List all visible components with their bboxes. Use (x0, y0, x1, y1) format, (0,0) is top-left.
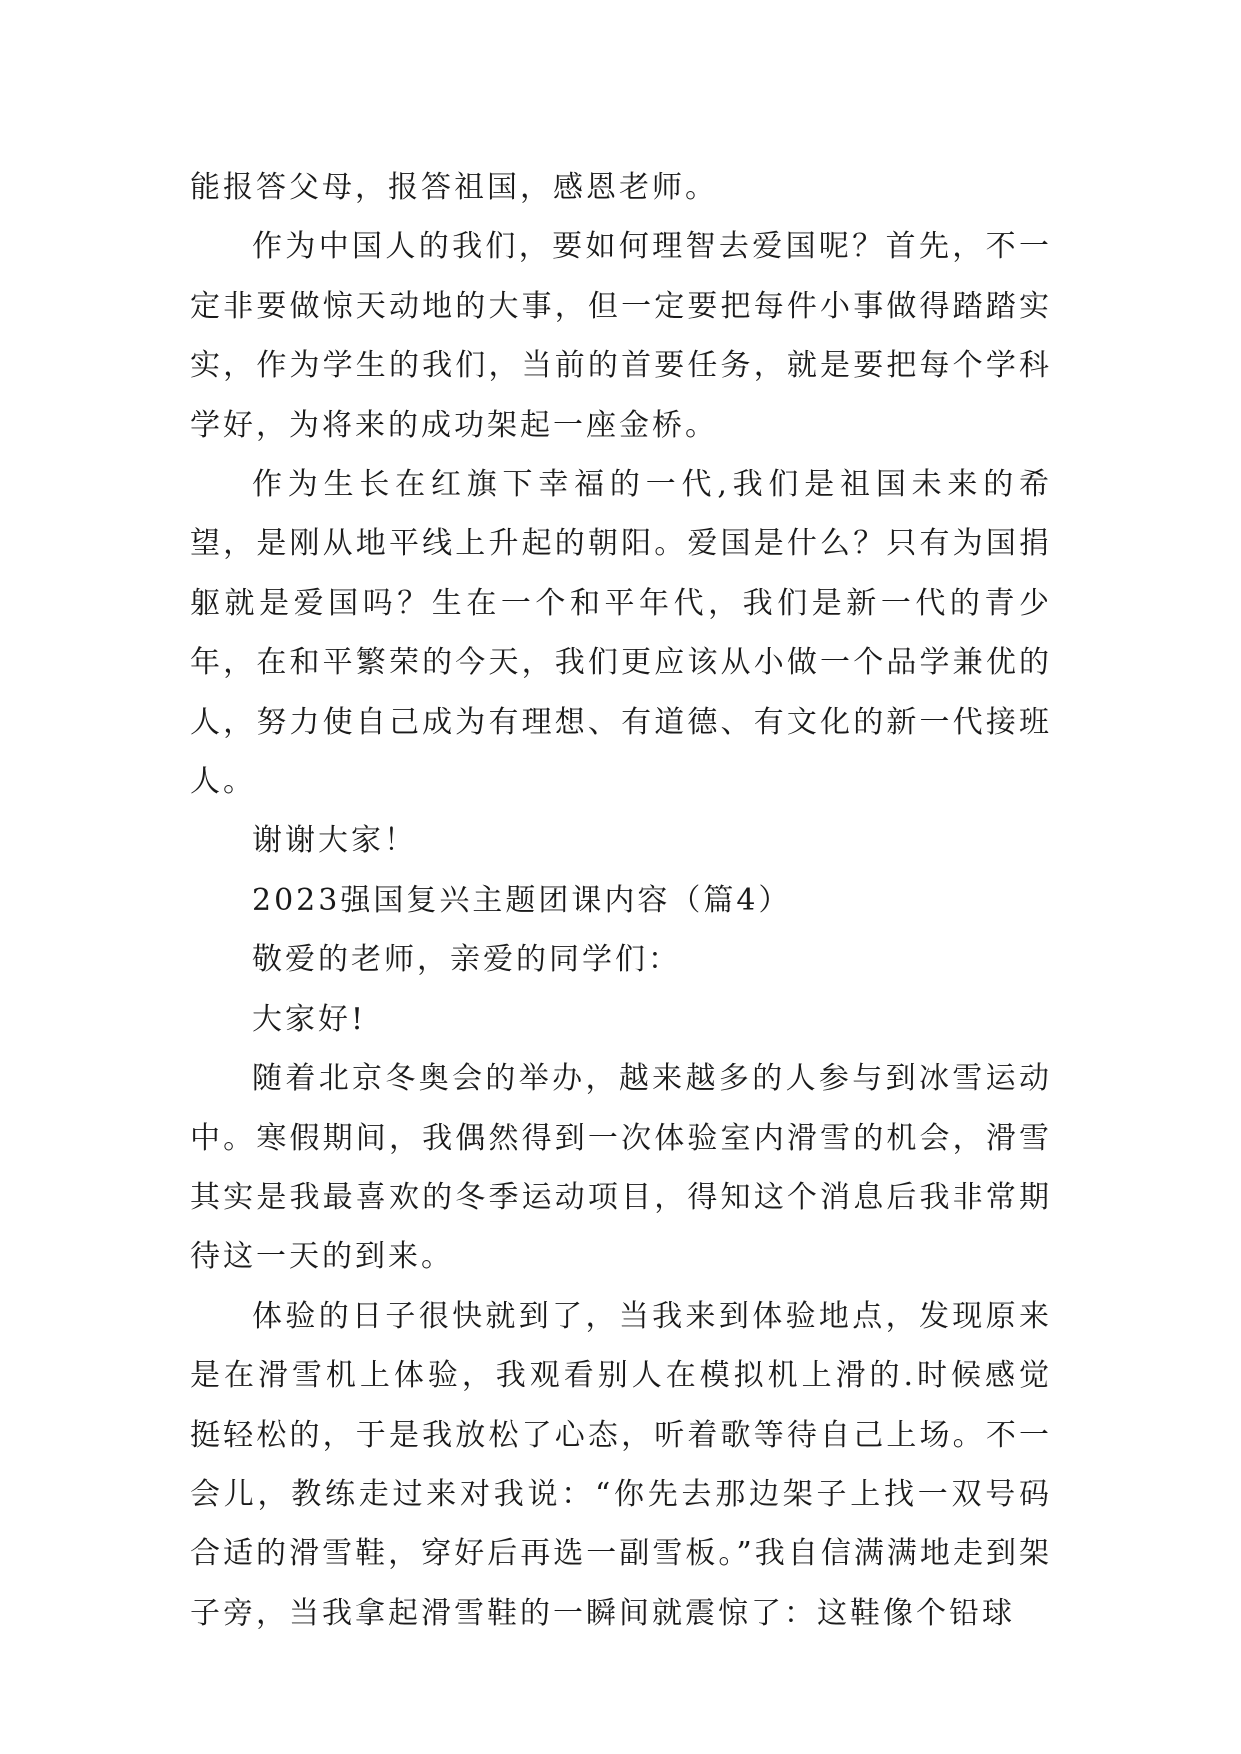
paragraph-winter-olympics: 随着北京冬奥会的举办，越来越多的人参与到冰雪运动中。寒假期间，我偶然得到一次体验室内滑雪的机会，滑雪其实是我最喜欢的冬季运动项目，得知这个消息后我非常期待这一天的到来。 (190, 1061, 1052, 1275)
paragraph-salutation: 敬爱的老师，亲爱的同学们： (252, 942, 681, 978)
paragraph-continuation: 能报答父母，报答祖国，感恩老师。 (190, 170, 718, 205)
paragraph-thanks: 谢谢大家！ (252, 823, 417, 859)
paragraph-greeting: 大家好! (252, 1001, 367, 1037)
section-heading: 2023强国复兴主题团课内容（篇4） (252, 882, 792, 918)
paragraph-ski-experience: 体验的日子很快就到了，当我来到体验地点，发现原来是在滑雪机上体验，我观看别人在模拟机上滑的.时候感觉挺轻松的，于是我放松了心态，听着歌等待自己上场。不一会儿，教练走过来对我说：“你先去那边架子上找一双号码合适的滑雪鞋，穿好后再选一副雪板。”我自信满满地走到架子旁，当我拿起滑雪鞋的一瞬间就震惊了：这鞋像个铅球 (190, 1298, 1052, 1631)
paragraph-new-generation: 作为生长在红旗下幸福的一代,我们是祖国未来的希望，是刚从地平线上升起的朝阳。爱国是什么？只有为国捐躯就是爱国吗？生在一个和平年代，我们是新一代的青少年，在和平繁荣的今天，我们更应该从小做一个品学兼优的人，努力使自己成为有理想、有道德、有文化的新一代接班人。 (190, 467, 1052, 800)
paragraph-rational-patriotism: 作为中国人的我们，要如何理智去爱国呢？首先，不一定非要做惊天动地的大事，但一定要把每件小事做得踏踏实实，作为学生的我们，当前的首要任务，就是要把每个学科学好，为将来的成功架起一座金桥。 (190, 229, 1052, 443)
document-body (190, 158, 1052, 1643)
